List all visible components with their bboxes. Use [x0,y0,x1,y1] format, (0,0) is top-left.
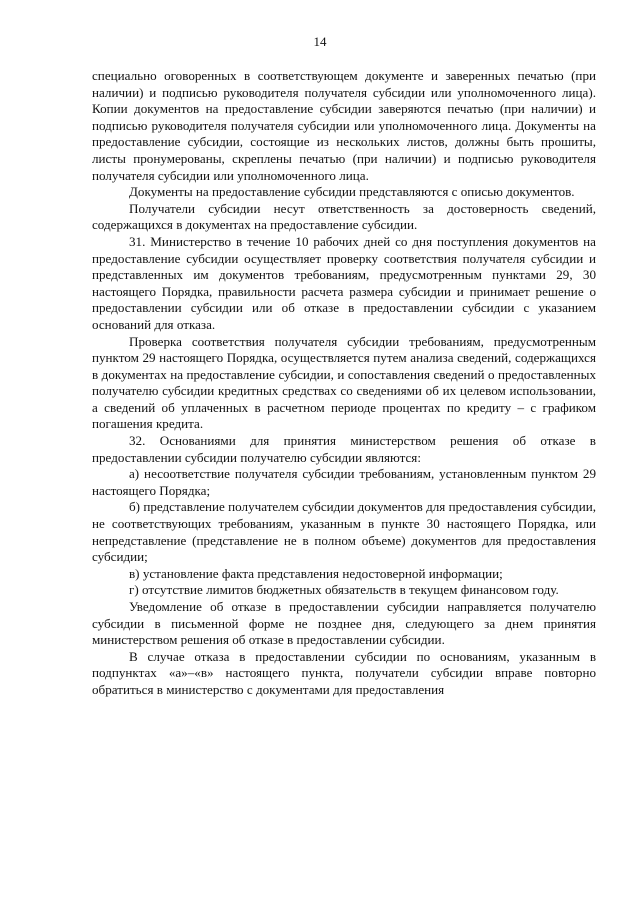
paragraph-subitem-a: а) несоответствие получателя субсидии требованиям, установленным пунктом 29 настоящего Порядка; [92,466,596,498]
paragraph-item-32: 32. Основаниями для принятия министерством решения об отказе в предоставлении субсидии получателю субсидии являются: [92,433,596,465]
document-body [92,68,596,699]
paragraph-notification: Уведомление об отказе в предоставлении субсидии направляется получателю субсидии в письменной форме не позднее дня, следующего за днем принятия министерством решения об отказе в предоставлении субсидии. [92,599,596,648]
paragraph-inventory: Документы на предоставление субсидии представляются с описью документов. [129,184,575,200]
paragraph-subitem-g: г) отсутствие лимитов бюджетных обязательств в текущем финансовом году. [129,582,559,598]
paragraph-verification: Проверка соответствия получателя субсидии требованиям, предусмотренным пунктом 29 настоящего Порядка, осуществляется путем анализа сведений, содержащихся в документах на предоставление субсидии, и сопоставления сведений о предоставленных получателю субсидии кредитных средствах со сведениями об их целевом использовании, а сведений об уплаченных в расчетном периоде процентах по кредиту – с графиком погашения кредита. [92,333,596,432]
paragraph-item-31: 31. Министерство в течение 10 рабочих дней со дня поступления документов на предоставление субсидии осуществляет проверку соответствия получателя субсидии и представленных им документов требованиям, предусмотренным пунктами 29, 30 настоящего Порядка, правильности расчета размера субсидии и принимает решение о предоставлении субсидии или об отказе в предоставлении субсидии с указанием оснований для отказа. [92,233,596,332]
paragraph-subitem-b: б) представление получателем субсидии документов для предоставления субсидии, не соответствующих требованиям, указанным в пункте 30 настоящего Порядка, или непредставление (представление не в полном объеме) документов для предоставления субсидии; [92,499,596,565]
page-number: 14 [313,34,327,49]
paragraph-responsibility: Получатели субсидии несут ответственность за достоверность сведений, содержащихся в документах на предоставление субсидии. [92,200,596,233]
paragraph-subitem-v: в) установление факта представления недостоверной информации; [129,565,503,581]
paragraph-refusal-case: В случае отказа в предоставлении субсидии по основаниям, указанным в подпунктах «а»–«в» настоящего пункта, получатели субсидии вправе повторно обратиться в министерство с документами для предоставления [92,648,596,697]
paragraph-continuation: специально оговоренных в соответствующем документе и заверенных печатью (при наличии) и подписью руководителя получателя субсидии или уполномоченного лица). Копии документов на предоставление субсидии заверяются печатью (при наличии) и подписью руководителя получателя субсидии или уполномоченного лица. Документы на предоставление субсидии, состоящие из нескольких листов, должны быть прошиты, листы пронумерованы, скреплены печатью (при наличии) и подписью руководителя получателя субсидии или уполномоченного лица. [92,68,596,183]
